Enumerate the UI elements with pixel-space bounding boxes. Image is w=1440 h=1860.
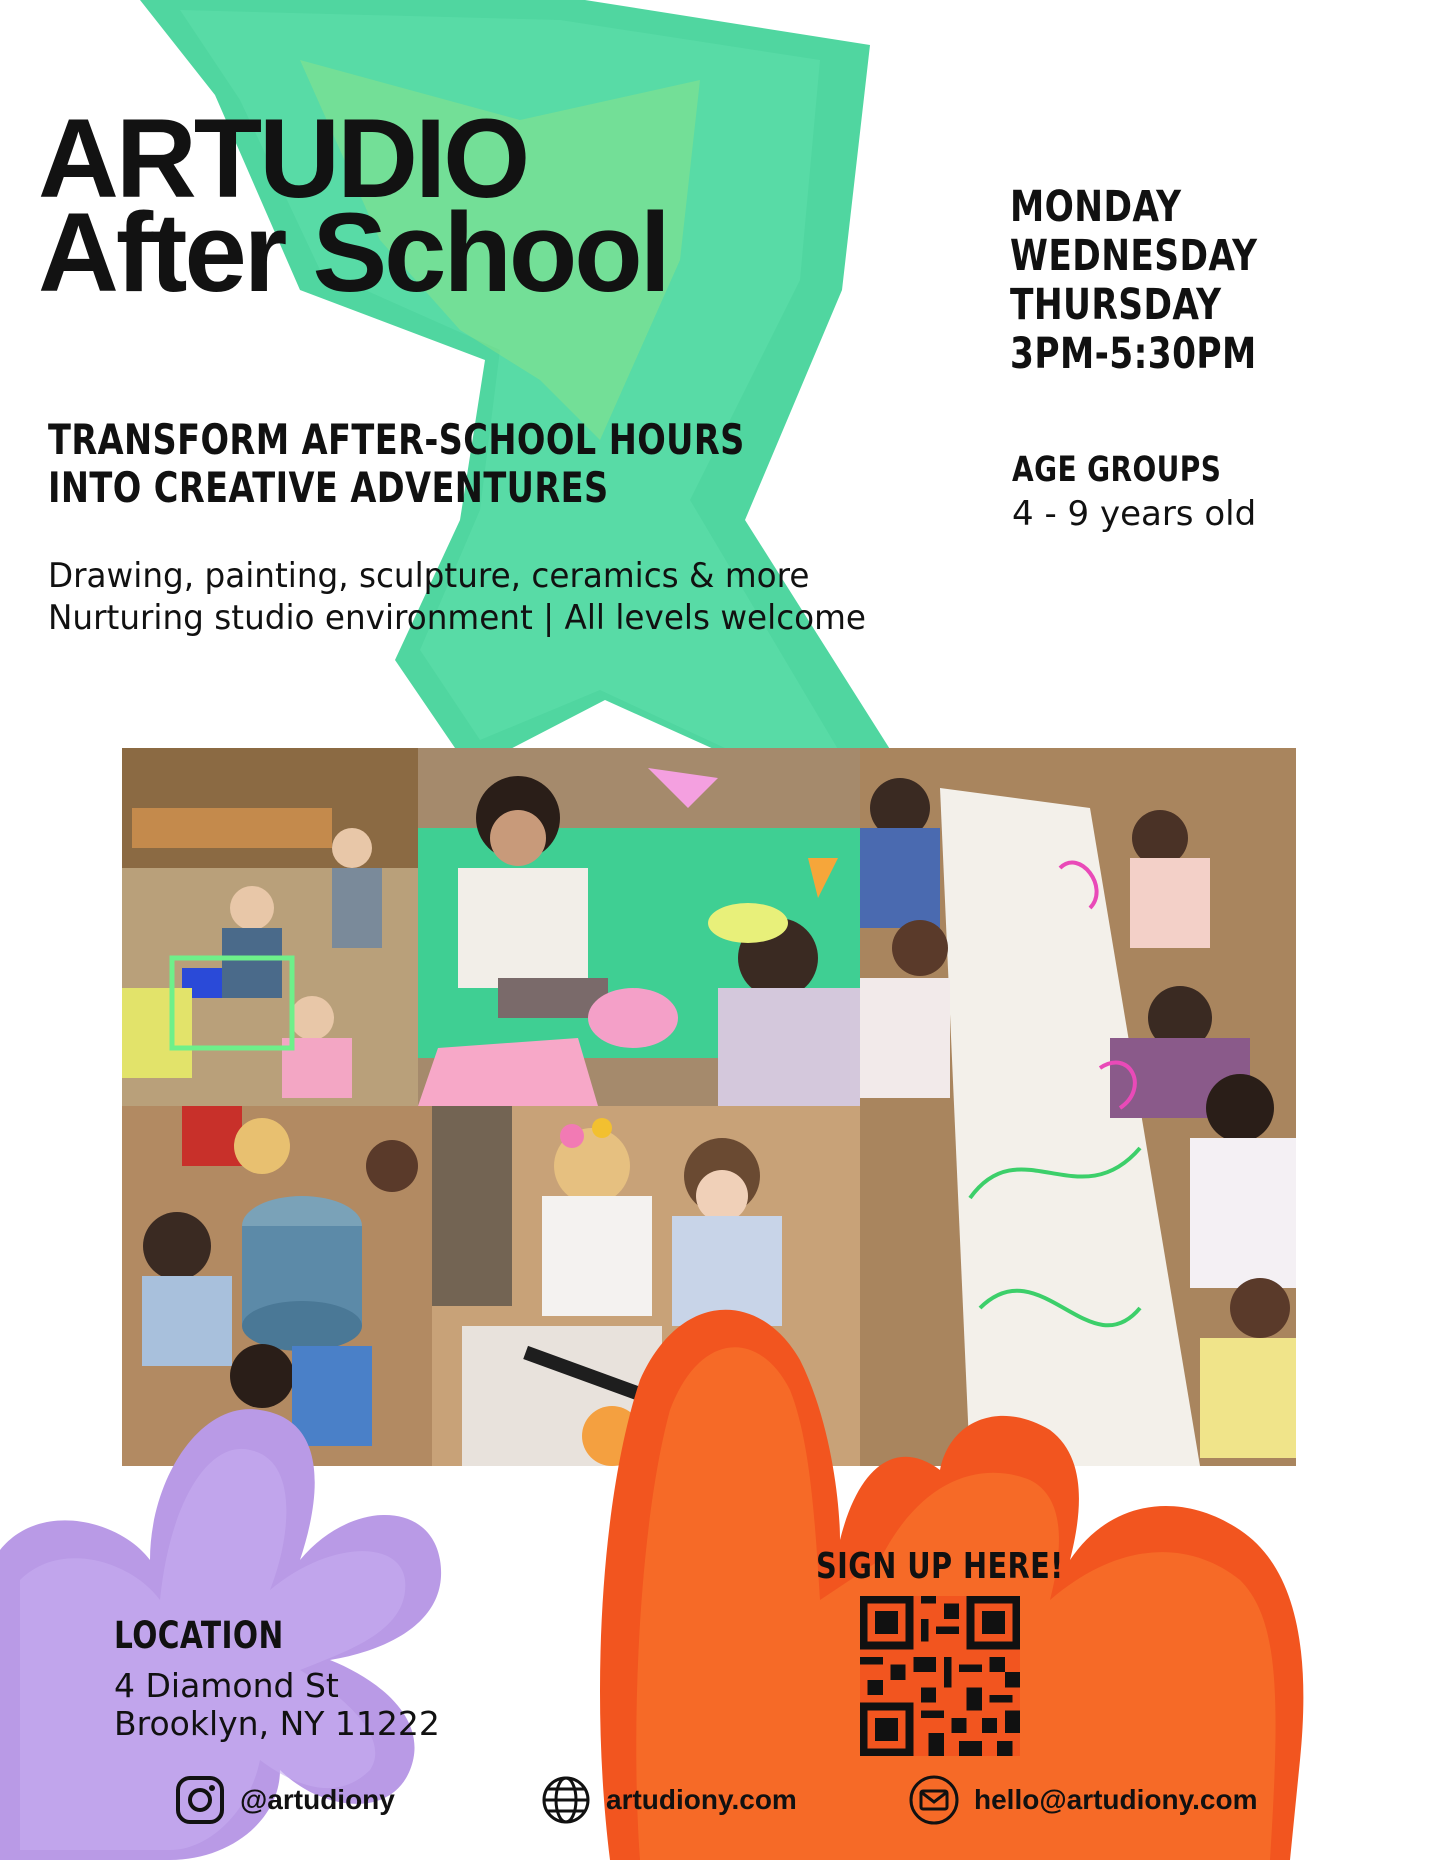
- age-groups-value: 4 - 9 years old: [1012, 494, 1257, 534]
- envelope-icon: [908, 1774, 960, 1826]
- location-heading: LOCATION: [114, 1614, 284, 1657]
- address-line-1: 4 Diamond St: [114, 1666, 339, 1705]
- age-groups-heading: AGE GROUPS: [1012, 450, 1222, 490]
- schedule-time: 3PM-5:30PM: [1010, 329, 1257, 379]
- schedule-day: MONDAY: [1010, 182, 1182, 232]
- instagram-link[interactable]: [174, 1770, 395, 1830]
- website-link[interactable]: [540, 1770, 797, 1830]
- program-description: [48, 555, 866, 639]
- email-address: hello@artudiony.com: [974, 1784, 1258, 1815]
- instagram-handle: @artudiony: [240, 1784, 395, 1815]
- schedule-day: WEDNESDAY: [1010, 231, 1258, 281]
- description-line-2: Nurturing studio environment | All levels welcome: [48, 598, 866, 638]
- title-line-2: After School: [38, 190, 668, 315]
- signup-heading: SIGN UP HERE!: [816, 1546, 1064, 1587]
- instagram-icon: [174, 1774, 226, 1826]
- globe-icon: [540, 1774, 592, 1826]
- website-url: artudiony.com: [606, 1784, 797, 1815]
- tagline-line-2: INTO CREATIVE ADVENTURES: [48, 463, 609, 512]
- title-line-1: ARTUDIO: [38, 96, 528, 221]
- description-line-1: Drawing, painting, sculpture, ceramics & more: [48, 556, 810, 596]
- qr-code-icon[interactable]: [860, 1596, 1020, 1756]
- tagline-line-1: TRANSFORM AFTER-SCHOOL HOURS: [48, 415, 745, 464]
- schedule-block: [1010, 183, 1257, 379]
- tagline: [48, 416, 745, 512]
- email-link[interactable]: [908, 1770, 1257, 1830]
- schedule-day: THURSDAY: [1010, 280, 1222, 330]
- page-title: [38, 96, 668, 315]
- address-line-2: Brooklyn, NY 11222: [114, 1704, 440, 1743]
- location-address: [114, 1667, 440, 1743]
